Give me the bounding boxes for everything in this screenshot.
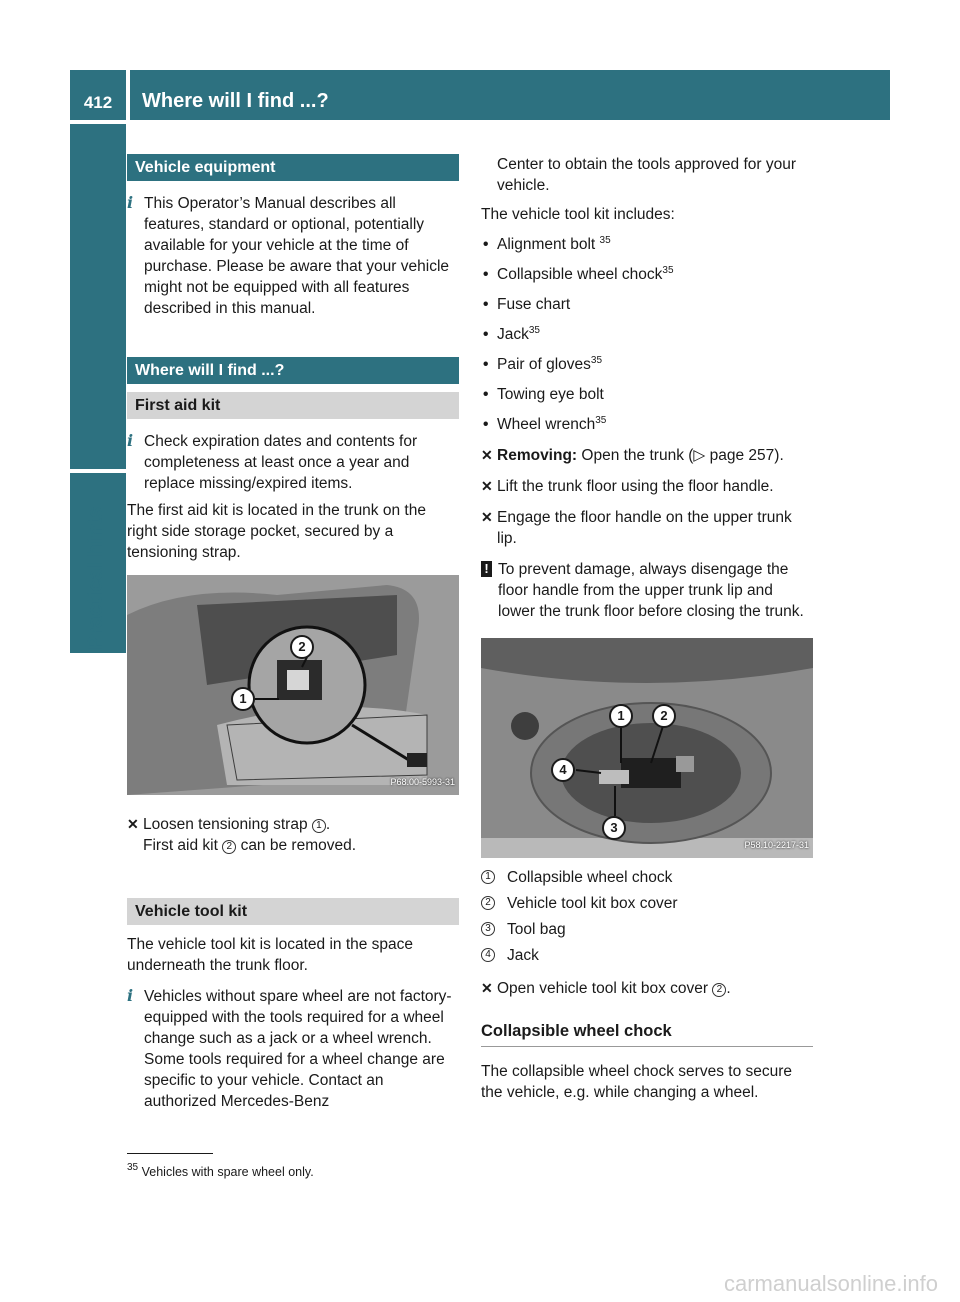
note-text: Check expiration dates and contents for completeness at least once a year and replace missing/expired items. — [144, 433, 418, 492]
callout-2: 2 — [290, 635, 314, 659]
footnote-rule — [127, 1153, 213, 1154]
page-title: Where will I find ...? — [130, 70, 890, 120]
list-item: • Collapsible wheel chock$^{35}$ — [483, 265, 674, 283]
step-loosen-strap: ✕ Loosen tensioning strap 1 . First aid kit 2 can be removed. — [127, 816, 357, 854]
list-item: • Wheel wrench$^{35}$ — [483, 415, 607, 433]
heading-vehicle-equipment: Vehicle equipment — [127, 154, 459, 181]
tool-kit-body: The vehicle tool kit is located in the space underneath the trunk floor. — [127, 936, 414, 974]
left-column — [127, 154, 459, 1112]
damage-warning — [481, 559, 813, 622]
step-engage-handle — [481, 507, 813, 549]
info-icon: i — [127, 431, 134, 450]
footnote-text: Vehicles with spare wheel only. — [141, 1165, 314, 1179]
step-text: can be removed. — [240, 837, 357, 854]
callout-3: 3 — [602, 816, 626, 840]
vehicle-equipment-note — [127, 193, 459, 319]
heading-where-will-i-find: Where will I find ...? — [127, 357, 459, 384]
legend-item: 2 Vehicle tool kit box cover — [481, 893, 813, 914]
side-bar — [70, 124, 126, 469]
tool-kit-includes-intro: The vehicle tool kit includes: — [481, 206, 675, 223]
callout-4: 4 — [551, 758, 575, 782]
tool-kit-note — [127, 986, 459, 1112]
step-arrow-icon: ✕ — [127, 816, 139, 832]
step-arrow-icon: ✕ — [481, 478, 493, 494]
legend-item: 3 Tool bag — [481, 919, 813, 940]
heading-first-aid-kit: First aid kit — [127, 392, 459, 419]
step-text: Engage the floor handle on the upper trunk lip. — [497, 509, 792, 547]
legend-item: 4 Jack — [481, 945, 813, 966]
info-icon: i — [127, 986, 134, 1005]
photo-code: P68.00-5993-31 — [390, 777, 455, 787]
callout-1: 1 — [609, 704, 633, 728]
step-label: Removing: — [497, 447, 578, 464]
first-aid-note — [127, 431, 459, 494]
note-text: Vehicles without spare wheel are not factory-equipped with the tools required for a wheel change such as a jack or a wheel wrench. Some tools required for a wheel change are specific to your vehicle. Contact an authorized Mercedes-Benz — [144, 988, 452, 1110]
list-item: • Fuse chart — [483, 296, 571, 313]
step-text: Open vehicle tool kit box cover — [497, 980, 709, 997]
page-header — [70, 70, 890, 120]
continued-text: Center to obtain the tools approved for your vehicle. — [497, 156, 796, 194]
step-arrow-icon: ✕ — [481, 447, 493, 463]
list-item: • Jack$^{35}$ — [483, 325, 540, 343]
legend-item: 1 Collapsible wheel chock — [481, 867, 813, 888]
chapter-label: Practical hints — [84, 506, 107, 650]
heading-vehicle-tool-kit: Vehicle tool kit — [127, 898, 459, 925]
footnote — [127, 1162, 314, 1183]
photo-code: P58.10-2217-31 — [744, 840, 809, 850]
callout-2: 2 — [652, 704, 676, 728]
list-item: • Towing eye bolt — [483, 386, 604, 403]
first-aid-kit-photo — [127, 575, 459, 795]
warning-icon: ! — [481, 561, 492, 577]
first-aid-body: The first aid kit is located in the trunk on the right side storage pocket, secured by a tensioning strap. — [127, 502, 426, 561]
step-text: Open the trunk (▷ page 257). — [581, 447, 784, 464]
step-removing — [481, 445, 813, 466]
ref-circle-2: 2 — [712, 983, 726, 997]
step-arrow-icon: ✕ — [481, 980, 493, 996]
step-text: Lift the trunk floor using the floor handle. — [497, 478, 774, 495]
step-open-box-cover: ✕ Open vehicle tool kit box cover 2 . — [481, 980, 731, 997]
step-arrow-icon: ✕ — [481, 509, 493, 525]
note-text: This Operator’s Manual describes all features, standard or optional, potentially available for your vehicle at the time of purchase. Please be aware that your vehicle might not be equipped with all features described in this manual. — [144, 195, 450, 317]
spare-wheel-well-illustration — [481, 638, 813, 858]
warning-text: To prevent damage, always disengage the floor handle from the upper trunk lip and lower the trunk floor before closing the trunk. — [498, 561, 804, 620]
list-item: • Alignment bolt $^{35}$ — [483, 235, 611, 253]
footnote-number: 35 — [127, 1162, 139, 1173]
step-text: Loosen tensioning strap — [143, 816, 308, 833]
right-column — [481, 154, 813, 1103]
tool-kit-photo — [481, 638, 813, 858]
info-icon: i — [127, 193, 134, 212]
ref-circle-2: 2 — [222, 840, 236, 854]
wheel-chock-body: The collapsible wheel chock serves to secure the vehicle, e.g. while changing a wheel. — [481, 1063, 793, 1101]
list-item: • Pair of gloves$^{35}$ — [483, 355, 603, 373]
ref-circle-1: 1 — [312, 819, 326, 833]
watermark: carmanualsonline.info — [723, 1271, 938, 1296]
callout-1: 1 — [231, 687, 255, 711]
page-number: 412 — [70, 70, 126, 120]
step-text: First aid kit — [143, 837, 218, 854]
trunk-photo-illustration — [127, 575, 459, 795]
step-lift-floor — [481, 476, 813, 497]
heading-collapsible-wheel-chock: Collapsible wheel chock — [481, 1021, 813, 1047]
